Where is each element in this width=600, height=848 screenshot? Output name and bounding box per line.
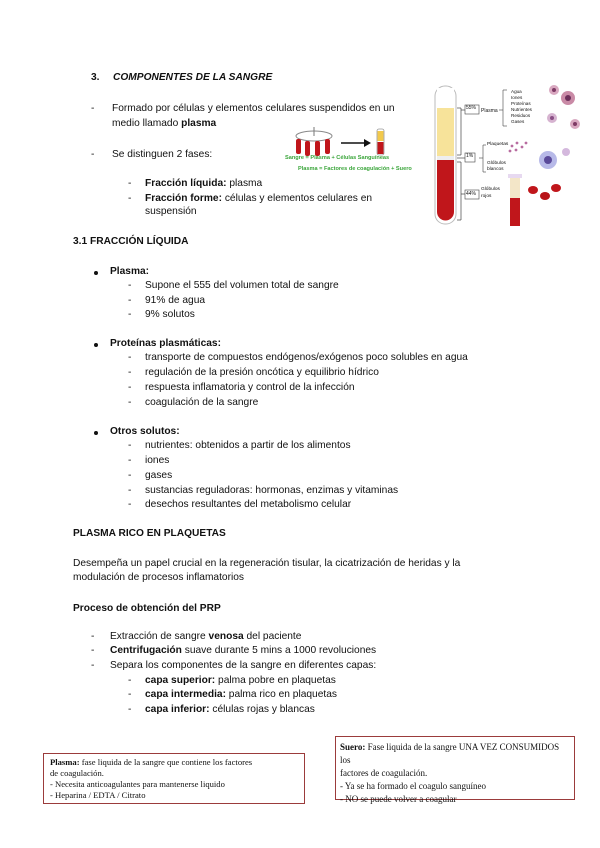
prot-item-1: regulación de la presión oncótica y equilibrio hídrico	[145, 367, 379, 378]
box-right-line2: factores de coagulación.	[340, 768, 428, 778]
comp-3: Nutrientes	[511, 107, 532, 112]
suero-definition-box	[335, 736, 575, 804]
dash: -	[128, 397, 132, 408]
fraccion-liquida: Fracción líquida: plasma	[145, 178, 263, 189]
blood-tube-figure	[430, 80, 582, 240]
prp-para-line1: Desempeña un papel crucial en la regeneración tisular, la cicatrización de heridas y la	[73, 558, 461, 569]
dash: -	[128, 382, 132, 393]
plasma-item-0: Supone el 555 del volumen total de sangre	[145, 280, 339, 291]
dash: -	[128, 295, 132, 306]
prp-heading: PLASMA RICO EN PLAQUETAS	[73, 528, 226, 539]
pct-44: 44%	[466, 191, 477, 197]
otros-title: Otros solutos:	[110, 426, 180, 437]
prot-item-3: coagulación de la sangre	[145, 397, 259, 408]
otros-item-3: sustancias reguladoras: hormonas, enzimas y vitaminas	[145, 485, 399, 496]
intro-bullet-2: Se distinguen 2 fases:	[112, 149, 213, 160]
bullet-dot	[94, 271, 98, 275]
step-2: Centrifugación suave durante 5 mins a 1000 revoluciones	[110, 645, 377, 656]
dash: -	[91, 631, 95, 642]
capa-intermedia: capa intermedia: palma rico en plaquetas	[145, 689, 337, 700]
dash: -	[128, 689, 132, 700]
bullet-dot	[94, 431, 98, 435]
pct-55: 55%	[466, 105, 477, 111]
proteinas-title: Proteínas plasmáticas:	[110, 338, 221, 349]
section-31-heading: 3.1 FRACCIÓN LÍQUIDA	[73, 236, 189, 247]
box-left-line3: - Necesita anticoagulantes para mantenerse liquido	[50, 779, 225, 789]
pct-1: 1%	[466, 153, 474, 159]
comp-0: Agua	[511, 89, 522, 94]
capa-inferior: capa inferior: células rojas y blancas	[145, 704, 315, 715]
dash: -	[128, 675, 132, 686]
box-left-line2: de coagulación.	[50, 768, 104, 778]
otros-item-1: iones	[145, 455, 170, 466]
globulos-rojos-1: Glóbulos	[481, 187, 500, 192]
globulos-blancos-1: Glóbulos	[487, 161, 506, 166]
box-right-line4: - NO se puede volver a coagular	[340, 794, 457, 804]
plasma-title: Plasma:	[110, 266, 150, 277]
prot-item-0: transporte de compuestos endógenos/exógenos poco solubles en agua	[145, 352, 468, 363]
step-1: Extracción de sangre venosa del paciente	[110, 631, 302, 642]
intro-bullet-1-line2: medio llamado plasma	[112, 118, 217, 129]
dash: -	[128, 280, 132, 291]
otros-item-2: gases	[145, 470, 173, 481]
globulos-rojos-2: rojos	[481, 194, 492, 199]
dash: -	[128, 485, 132, 496]
bullet-dot	[94, 343, 98, 347]
capa-superior: capa superior: palma pobre en plaquetas	[145, 675, 336, 686]
globulos-blancos-2: blancos	[487, 167, 504, 172]
dash: -	[128, 499, 132, 510]
dash: -	[128, 440, 132, 451]
box-right-line1: Suero: Fase liquida de la sangre UNA VEZ CONSUMIDOS los	[340, 742, 560, 765]
plasma-definition-box	[43, 753, 305, 804]
dash: -	[91, 645, 95, 656]
section-title: COMPONENTES DE LA SANGRE	[113, 72, 273, 83]
fraccion-forme-line2: suspensión	[145, 206, 197, 217]
box-left-line1: Plasma: fase liquida de la sangre que contiene los factores	[50, 757, 253, 767]
prot-item-2: respuesta inflamatoria y control de la infección	[145, 382, 355, 393]
comp-5: Gases	[511, 119, 525, 124]
dash: -	[91, 149, 95, 160]
step-3: Separa los componentes de la sangre en diferentes capas:	[110, 660, 377, 671]
plasma-label: Plasma	[481, 108, 498, 114]
proceso-heading: Proceso de obtención del PRP	[73, 603, 221, 614]
plasma-item-2: 9% solutos	[145, 309, 195, 320]
comp-4: Residuos	[511, 113, 531, 118]
box-right-line3: - Ya se ha formado el coagulo sanguíneo	[340, 781, 486, 791]
dash: -	[128, 367, 132, 378]
dash: -	[91, 660, 95, 671]
prp-para-line2: modulación de procesos inflamatorios	[73, 572, 245, 583]
dash: -	[128, 470, 132, 481]
equation-sangre: Sangre = Plasma + Células Sanguíneas	[285, 155, 390, 161]
comp-1: Iones	[511, 95, 523, 100]
dash: -	[91, 103, 95, 114]
dash: -	[128, 455, 132, 466]
dash: -	[128, 193, 132, 204]
fraccion-forme: Fracción forme: células y elementos celulares en	[145, 193, 373, 204]
plaquetas-label: Plaquetas	[487, 142, 509, 147]
equation-plasma: Plasma = Factores de coagulación + Suero	[298, 166, 412, 172]
comp-2: Proteínas	[511, 101, 531, 106]
plasma-item-1: 91% de agua	[145, 295, 206, 306]
dash: -	[128, 352, 132, 363]
box-left-line4: - Heparina / EDTA / Citrato	[50, 790, 146, 800]
otros-item-4: desechos resultantes del metabolismo celular	[145, 499, 352, 510]
otros-item-0: nutrientes: obtenidos a partir de los alimentos	[145, 440, 351, 451]
intro-bullet-1-line1: Formado por células y elementos celulares suspendidos en un	[112, 103, 395, 114]
dash: -	[128, 704, 132, 715]
dash: -	[128, 309, 132, 320]
dash: -	[128, 178, 132, 189]
section-number: 3.	[91, 72, 100, 83]
